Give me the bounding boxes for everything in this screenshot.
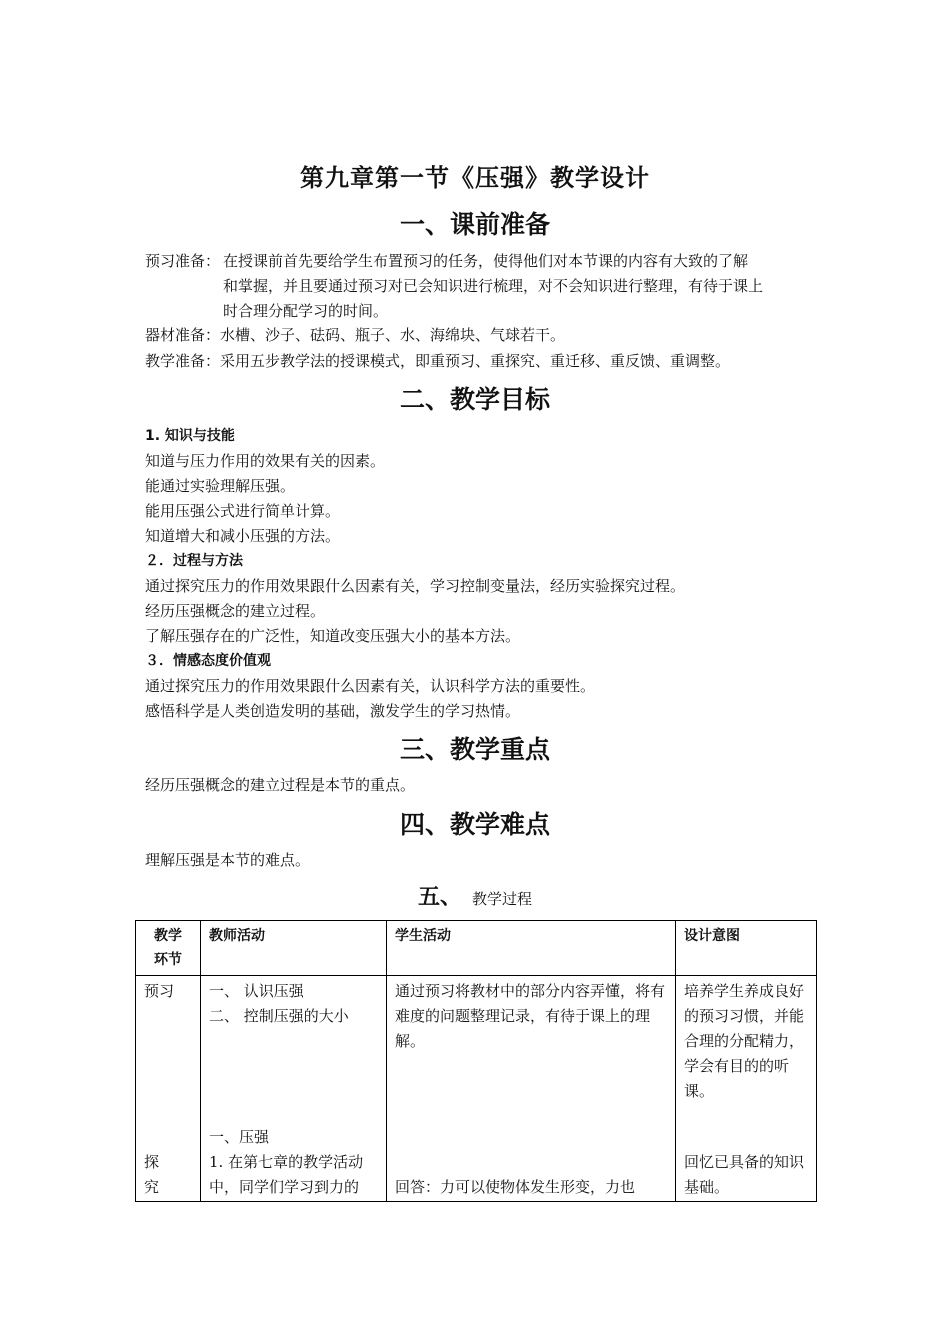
preview-prep-line: 时合理分配学习的时间。 [223,302,389,320]
header-stage-text: 教学 环节 [154,928,182,968]
section-heading-process [0,880,950,911]
intent-preview: 培养学生养成良好的预习习惯，并能合理的分配精力，学会有目的的听课。 [684,982,805,1100]
goal-1-title: 1. 知识与技能 [145,428,235,444]
section-heading-process-label: 教学过程 [472,890,533,908]
header-intent: 设计意图 [676,921,817,976]
stage-explore-char: 究 [144,1178,160,1196]
key-point-text: 经历压强概念的建立过程是本节的重点。 [145,776,416,794]
goal-2-item: 经历压强概念的建立过程。 [145,602,326,620]
section-heading-goals: 二、教学目标 [399,385,550,414]
stage-explore-char: 探 [144,1153,160,1171]
section-heading-key-point: 三、教学重点 [399,735,550,764]
header-teacher: 教师活动 [201,921,387,976]
preview-prep-line: 和掌握，并且要通过预习对已会知识进行梳理，对不会知识进行整理，有待于课上 [223,277,764,295]
student-explore: 回答：力可以使物体发生形变，力也 [395,1178,636,1196]
section-heading-prep: 一、课前准备 [399,210,550,239]
difficulty-text: 理解压强是本节的难点。 [145,851,311,869]
goal-1-item: 知道与压力作用的效果有关的因素。 [145,452,386,470]
preview-prep-body [223,249,813,324]
student-preview: 通过预习将教材中的部分内容弄懂，将有难度的问题整理记录，有待于课上的理解。 [395,982,666,1050]
teacher-explore [209,1125,378,1200]
intent-explore: 回忆已具备的知识基础。 [684,1153,805,1196]
goal-3-item: 感悟科学是人类创造发明的基础，激发学生的学习热情。 [145,702,521,720]
preview-prep-label: 预习准备： [145,252,221,270]
teaching-prep: 教学准备：采用五步教学法的授课模式，即重预习、重探究、重迁移、重反馈、重调整。 [145,352,731,370]
cell-stage [136,976,201,1202]
preview-prep-line: 在授课前首先要给学生布置预习的任务，使得他们对本节课的内容有大致的了解 [223,252,749,270]
teacher-item: 二、 控制压强的大小 [209,1007,349,1025]
document-title: 第九章第一节《压强》教学设计 [300,164,650,192]
goal-3-title: ３．情感态度价值观 [145,653,271,669]
teacher-item: 一、 认识压强 [209,982,304,1000]
goal-2-item: 通过探究压力的作用效果跟什么因素有关，学习控制变量法，经历实验探究过程。 [145,577,686,595]
table-header-row [136,921,817,976]
goal-1-item: 能用压强公式进行简单计算。 [145,502,341,520]
goal-2-title: ２．过程与方法 [145,553,243,569]
stage-preview: 预习 [144,982,175,1000]
section-heading-process-number: 五、 [417,885,462,910]
goal-2-item: 了解压强存在的广泛性，知道改变压强大小的基本方法。 [145,627,521,645]
cell-intent [676,976,817,1202]
cell-teacher [201,976,387,1202]
teacher-item: 1. 在第七章的教学活动中，同学们学习到力的 [209,1153,364,1196]
equipment-prep: 器材准备：水槽、沙子、砝码、瓶子、水、海绵块、气球若干。 [145,326,566,344]
section-heading-difficulty: 四、教学难点 [399,810,550,839]
goal-3-item: 通过探究压力的作用效果跟什么因素有关，认识科学方法的重要性。 [145,677,596,695]
teacher-item: 一、压强 [209,1128,270,1146]
stage-explore [144,1150,159,1200]
goal-1-item: 能通过实验理解压强。 [145,477,296,495]
goal-1-item: 知道增大和减小压强的方法。 [145,527,341,545]
teaching-process-table [135,920,817,1202]
header-stage [136,921,201,976]
cell-student [387,976,676,1202]
table-row [136,976,817,1202]
header-student: 学生活动 [387,921,676,976]
